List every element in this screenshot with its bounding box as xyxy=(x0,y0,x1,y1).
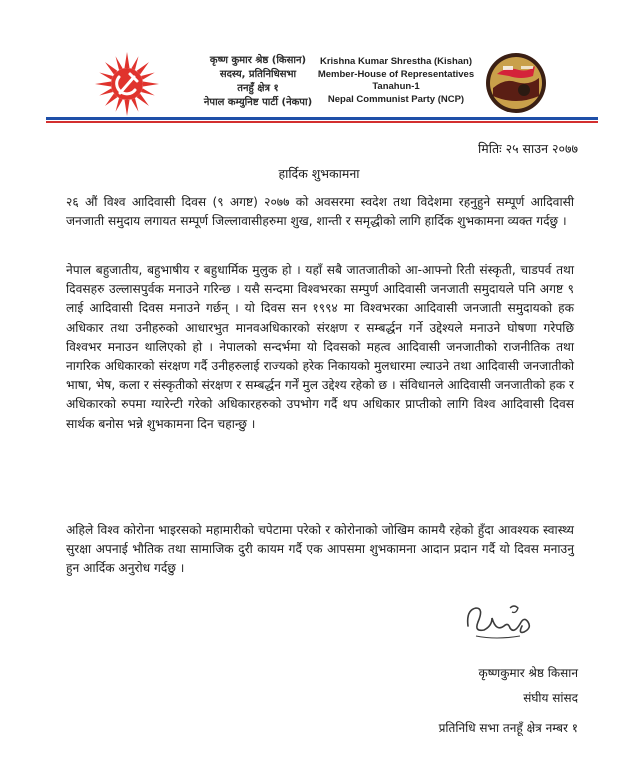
letterhead-nepali xyxy=(183,54,333,110)
letter-date: मितिः २५ साउन २०७७ xyxy=(478,141,578,156)
body-paragraph-3: अहिले विश्व कोरोना भाइरसको महामारीको चपेटामा परेको र कोरोनाको जोखिम कामयै रहेको हुँदा आवश्यक स्वास्थ्य सुरक्षा अपनाई भौतिक तथा सामाजिक दुरी कायम गर्दै एक आपसमा शुभकामना आदान प्रदान गर्दै यो दिवस मनाउनु हुन आर्दिक अनुरोध गर्दछु । xyxy=(66,523,574,576)
np-line-party: नेपाल कम्युनिष्ट पार्टी (नेकपा) xyxy=(203,97,313,108)
header-rule-blue xyxy=(46,117,598,120)
en-line-name: Krishna Kumar Shrestha (Kishan) xyxy=(319,56,473,67)
signatory-constituency: प्रतिनिधि सभा तनहूँ क्षेत्र नम्बर १ xyxy=(438,721,578,735)
party-emblem-icon xyxy=(93,50,161,118)
en-line-party: Nepal Communist Party (NCP) xyxy=(327,93,465,105)
signatory-name: कृष्णकुमार श्रेष्ठ किसान xyxy=(478,666,578,680)
np-line-role: सदस्य, प्रतिनिधिसभा xyxy=(219,69,297,80)
np-line-name: कृष्ण कुमार श्रेष्ठ (किसान) xyxy=(209,55,307,66)
letter-heading: हार्दिक शुभकामना xyxy=(278,166,360,181)
body-paragraph-1: २६ औं विश्व आदिवासी दिवस (९ अगष्ट) २०७७ को अवसरमा स्वदेश तथा विदेशमा रहनुहुने सम्पूर्ण आदिवासी जनजाती समुदाय लगायत सम्पूर्ण जिल्लावासीहरुमा शुख, शान्ती र समृद्धीको लागि हार्दिक शुभकामना व्यक्त गर्दछु । xyxy=(66,195,574,229)
letterhead-english xyxy=(312,56,480,106)
handwritten-signature xyxy=(462,596,538,648)
en-line-role: Member-House of Representatives xyxy=(317,68,475,80)
signatory-title: संघीय सांसद xyxy=(523,691,578,705)
letterhead xyxy=(0,46,638,118)
en-line-constituency: Tanahun-1 xyxy=(372,81,420,92)
header-rule-red xyxy=(46,121,598,123)
kishan-emblem-icon xyxy=(485,52,547,114)
body-paragraph-2: नेपाल बहुजातीय, बहुभाषीय र बहुधार्मिक मुलुक हो । यहाँ सबै जातजातीको आ-आफ्नो रिती संस्कृती, चाडपर्व तथा दिवसहरु उल्लासपुर्वक मनाउने गरिन्छ । यसै सन्दमा विश्वभरका सम्पुर्ण आदिवासी जनजाती समुदायले पनि अगष्ट ९ लाई आदिवासी दिवस मनाउने गर्छन् । यो दिवस सन १९९४ मा विश्वभरका आदिवासी जनजाती समुदायको हक अधिकार तथा उनीहरुको आधारभुत मानवअधिकारको संरक्षण र सम्बर्द्धन गर्ने उद्देश्यले मनाउने घोषणा गरेपछि विश्वभर मनाउन थालिएको हो । नेपालको सन्दर्भमा यो दिवसको महत्व आदिवासी जनजातीको राजनीतिक तथा नागरिक अधिकारको संरक्षण गर्दै उनीहरुलाई राज्यको हरेक निकायको मुलधारमा ल्याउने तथा आदिवासी जनजातीको भाषा, भेष, कला र संस्कृतीको संरक्षण र सम्बर्द्धन गर्नें मुल उद्देश्य रहेको छ । संविधानले आदिवासी जनजातीको हक र अधिकारको रुपमा ग्यारेन्टी गरेको अधिकारहरुको उपभोग गर्दै थप अधिकार प्राप्तीको लागि विश्व आदिवासी दिवस सार्थक बनोस भन्ने शुभकामना दिन चहान्छु । xyxy=(66,263,574,431)
np-line-constituency: तनहुँ क्षेत्र १ xyxy=(237,83,279,94)
